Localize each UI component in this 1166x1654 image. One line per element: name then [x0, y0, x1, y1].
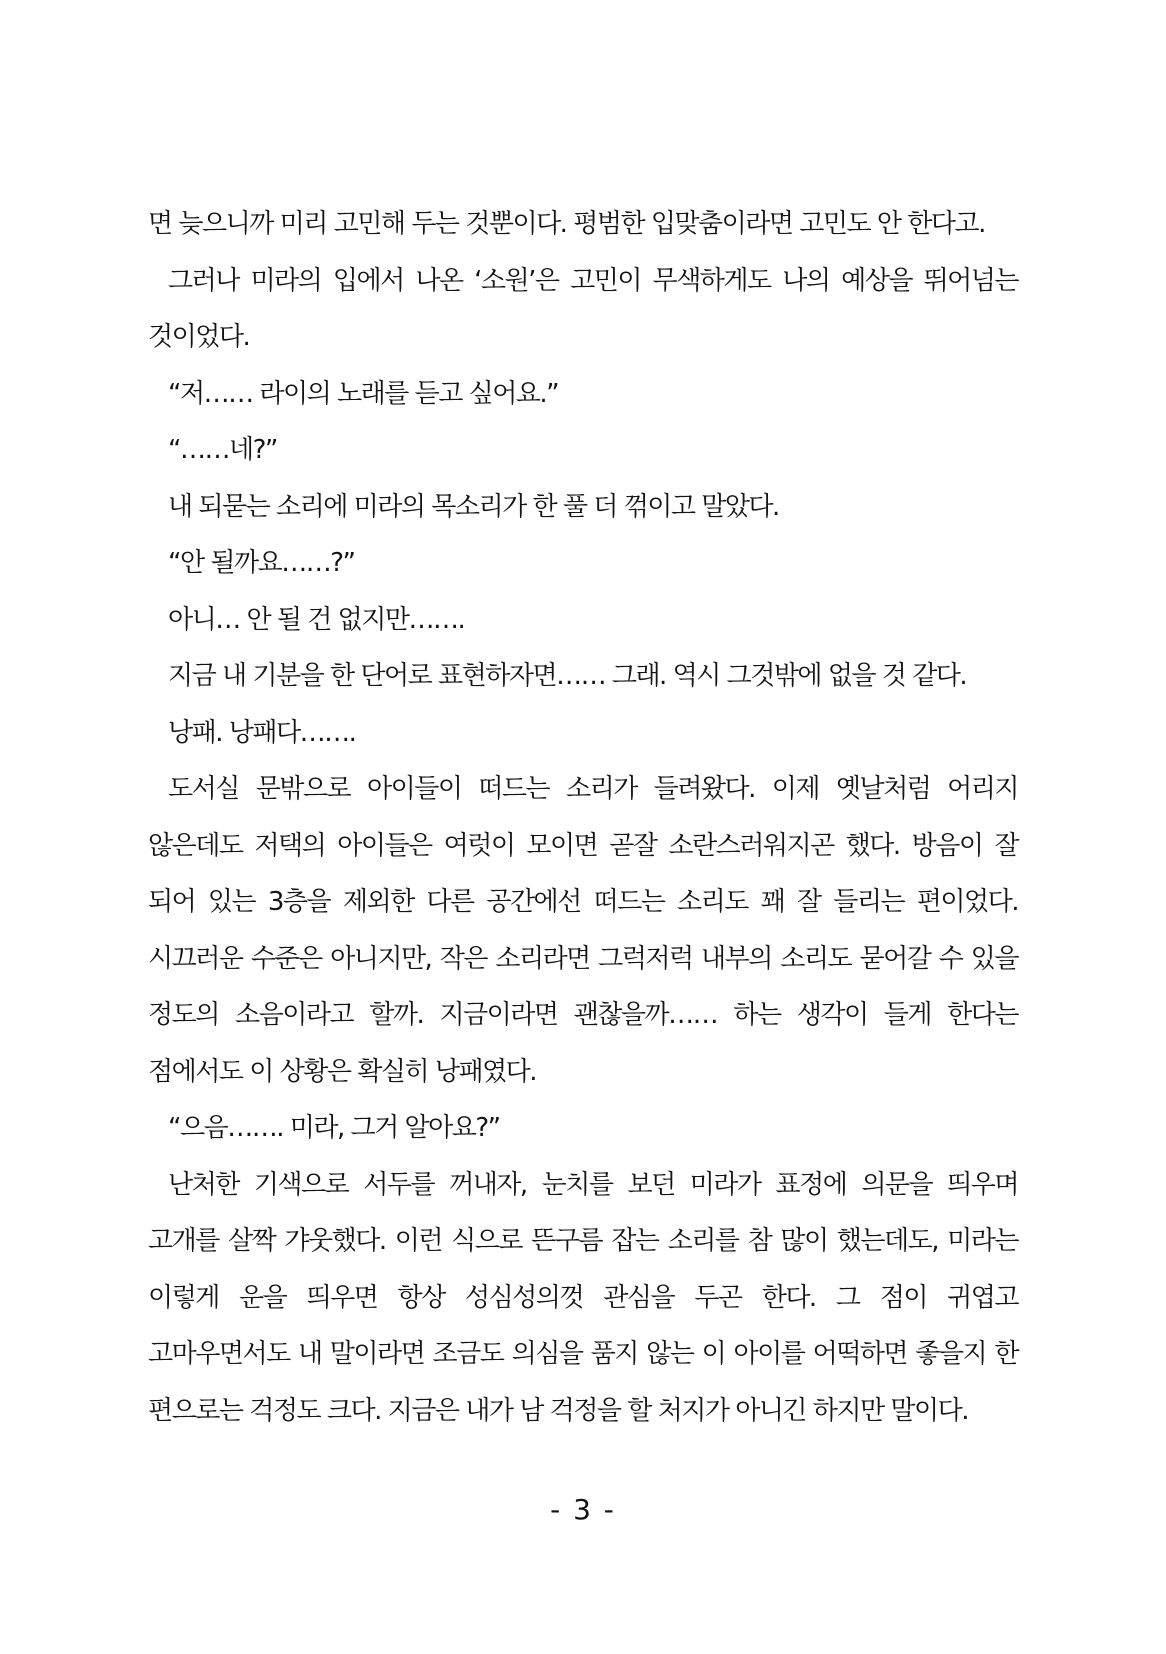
paragraph: 지금 내 기분을 한 단어로 표현하자면…… 그래. 역시 그것밖에 없을 것 같다. — [168, 661, 967, 691]
paragraph: “으음……. 미라, 그거 알아요?” — [168, 1113, 500, 1143]
body-text — [148, 196, 1018, 1439]
paragraph: 아니… 안 될 건 없지만……. — [168, 604, 465, 635]
page-number: - 3 - — [550, 1493, 616, 1526]
paragraph: “……네?” — [168, 435, 277, 465]
paragraph: 내 되묻는 소리에 미라의 목소리가 한 풀 더 꺾이고 말았다. — [168, 491, 779, 522]
paragraph: “저…… 라이의 노래를 듣고 싶어요.” — [168, 378, 559, 409]
paragraph: 난처한 기색으로 서두를 꺼내자, 눈치를 보던 미라가 표정에 의문을 띄우며 고개를 살짝 갸웃했다. 이런 식으로 뜬구름 잡는 소리를 참 많이 했는데도, 미라는 이렇게 운을 띄우면 항상 성심성의껏 관심을 두곤 한다. 그 점이 귀엽고 고마우면서도 내 말이라면 조금도 의심을 품지 않는 이 아이를 어떡하면 좋을지 한 편으로는 걱정도 크다. 지금은 내가 남 걱정을 할 처지가 아니긴 하지만 말이다. — [148, 1169, 1018, 1426]
paragraph: “안 될까요……?” — [168, 548, 355, 578]
paragraph: 낭패. 낭패다……. — [168, 717, 356, 748]
paragraph: 면 늦으니까 미리 고민해 두는 것뿐이다. 평범한 입맞춤이라면 고민도 안 한다고. — [148, 209, 985, 239]
paragraph: 도서실 문밖으로 아이들이 떠드는 소리가 들려왔다. 이제 옛날처럼 어리지 않은데도 저택의 아이들은 여럿이 모이면 곧잘 소란스러워지곤 했다. 방음이 잘 되어 있는 3층을 제외한 다른 공간에선 떠드는 소리도 꽤 잘 들리는 편이었다. 시끄러운 수준은 아니지만, 작은 소리라면 그럭저럭 내부의 소리도 묻어갈 수 있을 정도의 소음이라고 할까. 지금이라면 괜찮을까…… 하는 생각이 들게 한다는 점에서도 이 상황은 확실히 낭패였다. — [148, 774, 1018, 1087]
paragraph: 그러나 미라의 입에서 나온 ‘소원’은 고민이 무색하게도 나의 예상을 뛰어넘는 것이었다. — [148, 265, 1018, 352]
